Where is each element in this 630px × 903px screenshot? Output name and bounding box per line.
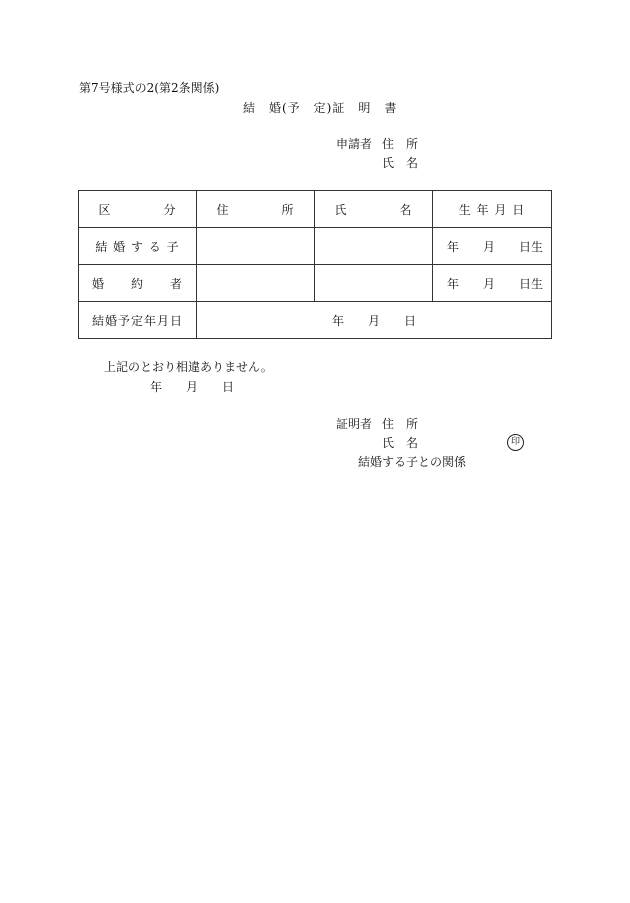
certifier-name-label: 氏 名 [382,436,419,450]
certification-statement: 上記のとおり相違ありません。 [104,360,273,374]
child-name-cell[interactable] [315,228,433,265]
document-title: 結 婚(予 定)証 明 書 [243,101,398,115]
row-label-planned-date: 結婚予定年月日 [79,302,197,339]
applicant-label: 申請者 [336,137,373,151]
marriage-certificate-table [78,190,552,339]
fiance-address-cell[interactable] [197,265,315,302]
certification-date: 年 月 日 [150,380,235,394]
child-birthdate-cell[interactable]: 年 月 日生 [433,228,552,265]
header-address: 住 所 [197,191,315,228]
planned-date-cell[interactable]: 年 月 日 [197,302,552,339]
child-address-cell[interactable] [197,228,315,265]
seal-icon: 印 [507,434,524,451]
table-row [79,265,552,302]
fiance-name-cell[interactable] [315,265,433,302]
table-row [79,228,552,265]
certifier-label: 証明者 [336,417,373,431]
table-header-row [79,191,552,228]
certifier-address-label: 住 所 [382,417,419,431]
applicant-name-label: 氏 名 [382,156,419,170]
header-name: 氏 名 [315,191,433,228]
row-label-child: 結 婚 す る 子 [79,228,197,265]
table-row [79,302,552,339]
row-label-fiance: 婚 約 者 [79,265,197,302]
form-reference: 第7号様式の2(第2条関係) [79,81,220,95]
header-category: 区 分 [79,191,197,228]
header-birthdate: 生 年 月 日 [433,191,552,228]
relation-label: 結婚する子との関係 [358,455,467,469]
fiance-birthdate-cell[interactable]: 年 月 日生 [433,265,552,302]
applicant-address-label: 住 所 [382,137,419,151]
